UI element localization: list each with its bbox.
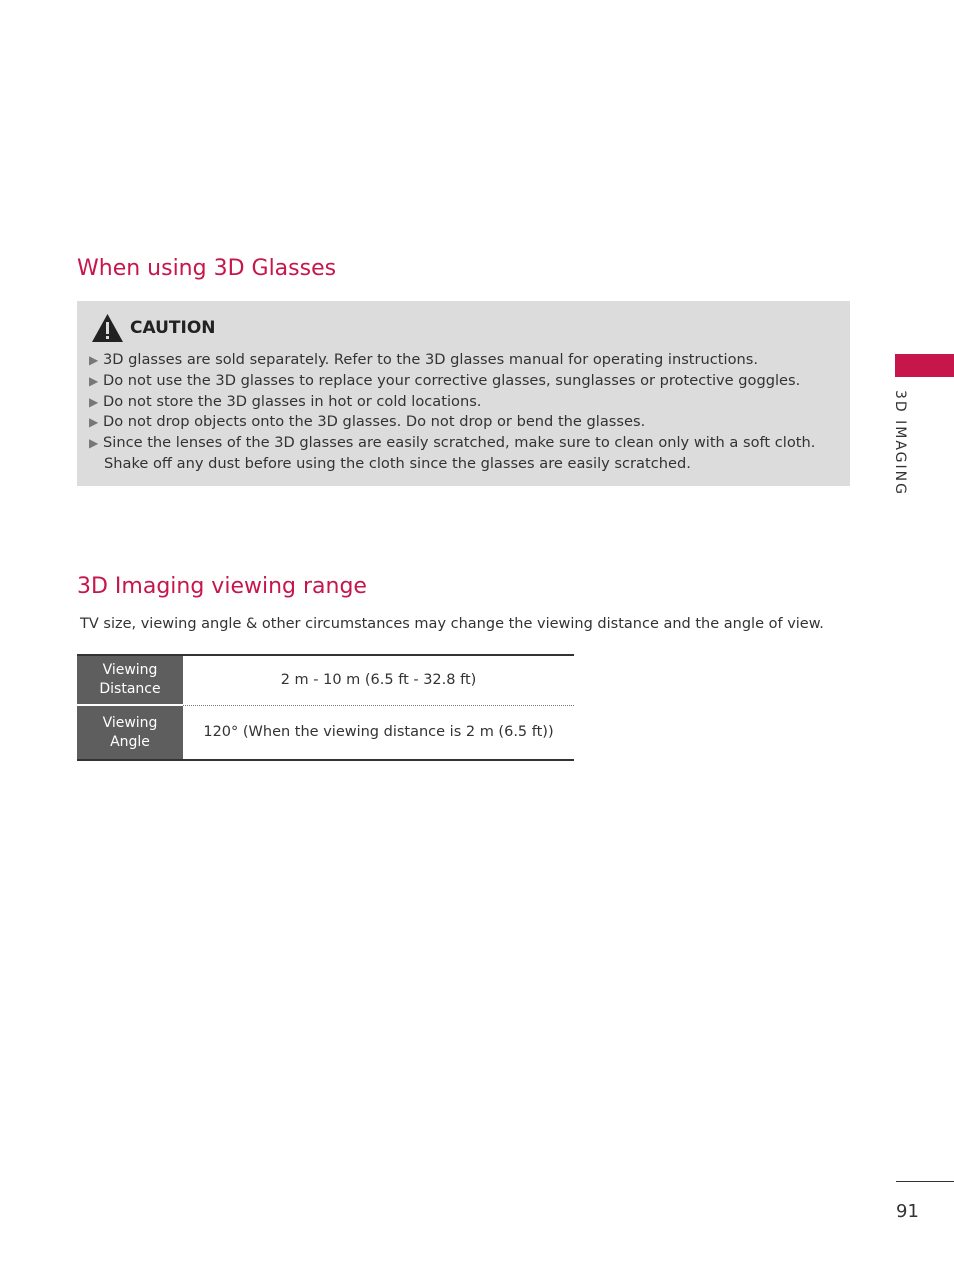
bullet-triangle-icon: ▶ (89, 436, 99, 451)
table-row (77, 655, 574, 705)
caution-list (89, 350, 841, 475)
row-label-line: Viewing (102, 662, 158, 678)
row-label-line: Distance (99, 681, 161, 697)
caution-item (89, 433, 841, 475)
caution-box (77, 301, 850, 486)
row-label-line: Angle (110, 733, 150, 750)
caution-item-text: 3D glasses are sold separately. Refer to the 3D glasses manual for operating instructions. (103, 351, 758, 368)
bullet-triangle-icon: ▶ (89, 415, 99, 430)
caution-item (89, 392, 841, 413)
row-label (77, 655, 183, 705)
caution-header (91, 313, 216, 343)
caution-item-text: Since the lenses of the 3D glasses are easily scratched, make sure to clean only with a soft cloth. (103, 434, 816, 452)
section-title-viewing-range: 3D Imaging viewing range (77, 574, 367, 599)
page-number: 91 (896, 1201, 919, 1222)
chapter-tab-marker (895, 354, 954, 377)
row-label-line: Viewing (102, 714, 158, 731)
caution-item (89, 371, 841, 392)
caution-label: CAUTION (130, 318, 216, 338)
caution-item-continuation: Shake off any dust before using the cloth since the glasses are easily scratched. (104, 454, 691, 472)
warning-triangle-icon (91, 313, 124, 343)
caution-item-text: Do not drop objects onto the 3D glasses. Do not drop or bend the glasses. (103, 413, 646, 431)
viewing-range-table (77, 654, 574, 761)
bullet-triangle-icon: ▶ (89, 353, 99, 367)
table-row (77, 705, 574, 760)
caution-item-text: Do not store the 3D glasses in hot or cold locations. (103, 392, 482, 410)
row-value: 2 m - 10 m (6.5 ft - 32.8 ft) (183, 655, 574, 705)
viewing-range-intro: TV size, viewing angle & other circumstances may change the viewing distance and the angle of view. (80, 616, 824, 632)
row-label (77, 705, 183, 760)
bullet-triangle-icon: ▶ (89, 394, 99, 409)
caution-item (89, 412, 841, 433)
section-title-3d-glasses: When using 3D Glasses (77, 256, 337, 281)
row-value: 120° (When the viewing distance is 2 m (6.5 ft)) (203, 724, 554, 741)
caution-item-text: Do not use the 3D glasses to replace your corrective glasses, sunglasses or protective goggles. (103, 371, 801, 389)
caution-item (89, 350, 841, 371)
page-number-rule (896, 1181, 954, 1182)
bullet-triangle-icon: ▶ (89, 373, 99, 388)
chapter-tab-label: 3D IMAGING (892, 390, 908, 496)
